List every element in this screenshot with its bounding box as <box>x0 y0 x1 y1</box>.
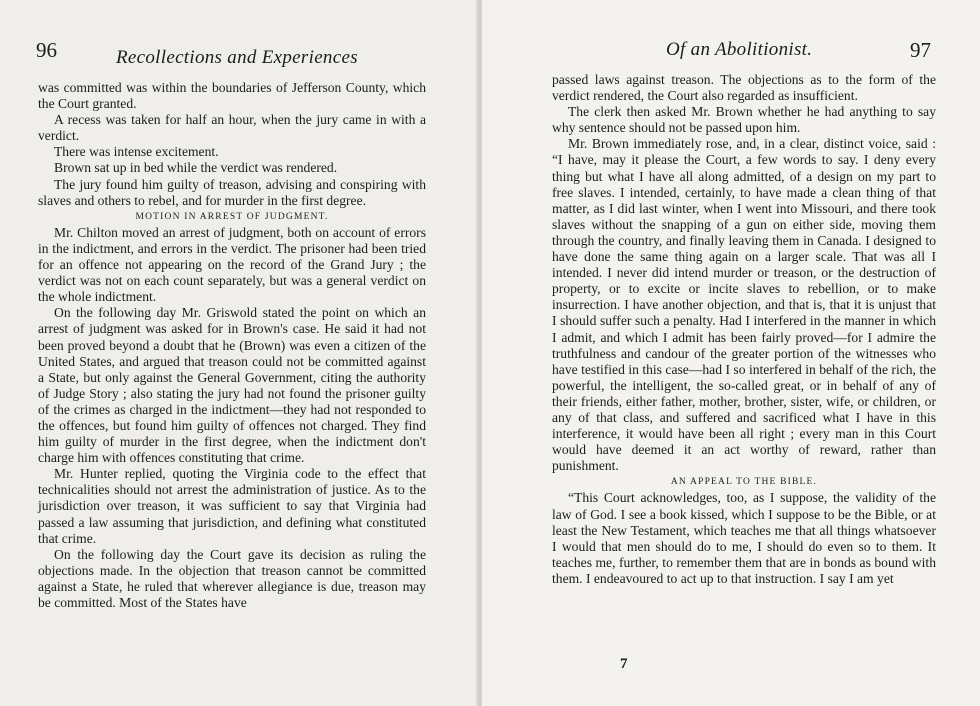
paragraph: Mr. Brown immediately rose, and, in a clear, distinct voice, said : “I have, may it please the Court, a few words to say. I deny every thing but what I have all along admitted, of a design on my part to free slaves. I intended, certainly, to have made a clean thing of that matter, as I did last winter, when I went into Missouri, and there took slaves without the snapping of a gun on either side, moving them through the country, and finally leaving them in Canada. I designed to have done the same thing again on a larger scale. That was all I intended. I never did intend murder or treason, or the destruction of property, or to excite or incite slaves to rebellion, or to make insurrection. I have another objection, and that is, that it is unjust that I should suffer such a penalty. Had I interfered in the manner in which I admit, and which I admit has been fairly proved—for I admire the truthfulness and candour of the greater portion of the witnesses who have testified in this case—had I so interfered in behalf of the rich, the powerful, the intelligent, the so-called great, or in behalf of any of their friends, either father, mother, brother, sister, wife, or children, or any of that class, and suffered and sacrificed what I have in this interference, it would have been all right ; every man in this Court would have deemed it an act worthy of reward, rather than punishment. <box>552 136 936 474</box>
paragraph: The jury found him guilty of treason, advising and conspiring with slaves and others to rebel, and for murder in the first degree. <box>38 176 426 208</box>
right-running-head: Of an Abolitionist. <box>666 39 813 60</box>
left-page-number: 96 <box>36 38 57 62</box>
left-body-text <box>38 80 426 611</box>
signature-mark: 7 <box>620 656 628 672</box>
paragraph: was committed was within the boundaries of Jefferson County, which the Court granted. <box>38 80 426 112</box>
left-page <box>0 0 478 706</box>
paragraph: On the following day Mr. Griswold stated the point on which an arrest of judgment was asked for in Brown's case. He said it had not been proved beyond a doubt that he (Brown) was even a citizen of the United States, and argued that treason could not be committed against a State, but only against the General Government, citing the authority of Judge Story ; also stating the jury had not found the prisoner guilty of the crimes as charged in the indictment—they had not responded to the offences, but found him guilty of offences not charged. They find him guilty of murder in the first degree, when the indictment don't charge him with offences constituting that crime. <box>38 305 426 466</box>
paragraph: “This Court acknowledges, too, as I suppose, the validity of the law of God. I see a book kissed, which I suppose to be the Bible, or at least the New Testament, which teaches me that all things whatsoever I would that men should do to me, I should do even so to them. It teaches me, further, to remember them that are in bonds as bound with them. I endeavoured to act up to that instruction. I say I am yet <box>552 490 936 586</box>
paragraph: The clerk then asked Mr. Brown whether he had anything to say why sentence should not be passed upon him. <box>552 104 936 136</box>
paragraph: A recess was taken for half an hour, when the jury came in with a verdict. <box>38 112 426 144</box>
right-page-number: 97 <box>910 38 931 62</box>
section-heading: AN APPEAL TO THE BIBLE. <box>670 477 818 488</box>
right-body-text <box>552 72 936 587</box>
paragraph: Brown sat up in bed while the verdict was rendered. <box>54 160 338 176</box>
paragraph: passed laws against treason. The objections as to the form of the verdict rendered, the Court also regarded as insufficient. <box>552 72 936 104</box>
right-page <box>482 0 980 706</box>
paragraph: Mr. Hunter replied, quoting the Virginia code to the effect that technicalities should not arrest the administration of justice. As to the jurisdiction over treason, it was sufficient to say that Virginia had passed a law assuming that jurisdiction, and defining what constituted that crime. <box>38 466 426 546</box>
left-running-head: Recollections and Experiences <box>116 47 358 68</box>
paragraph: On the following day the Court gave its decision as ruling the objections made. In the objection that treason cannot be committed against a State, he ruled that wherever allegiance is due, treason may be committed. Most of the States have <box>38 546 426 610</box>
paragraph: There was intense excitement. <box>54 144 219 160</box>
section-heading: MOTION IN ARREST OF JUDGMENT. <box>135 211 329 222</box>
paragraph: Mr. Chilton moved an arrest of judgment, both on account of errors in the indictment, and errors in the verdict. The prisoner had been tried for an offence not appearing on the record of the Grand Jury ; the verdict was not on each count separately, but was a general verdict on the whole indictment. <box>38 224 426 305</box>
